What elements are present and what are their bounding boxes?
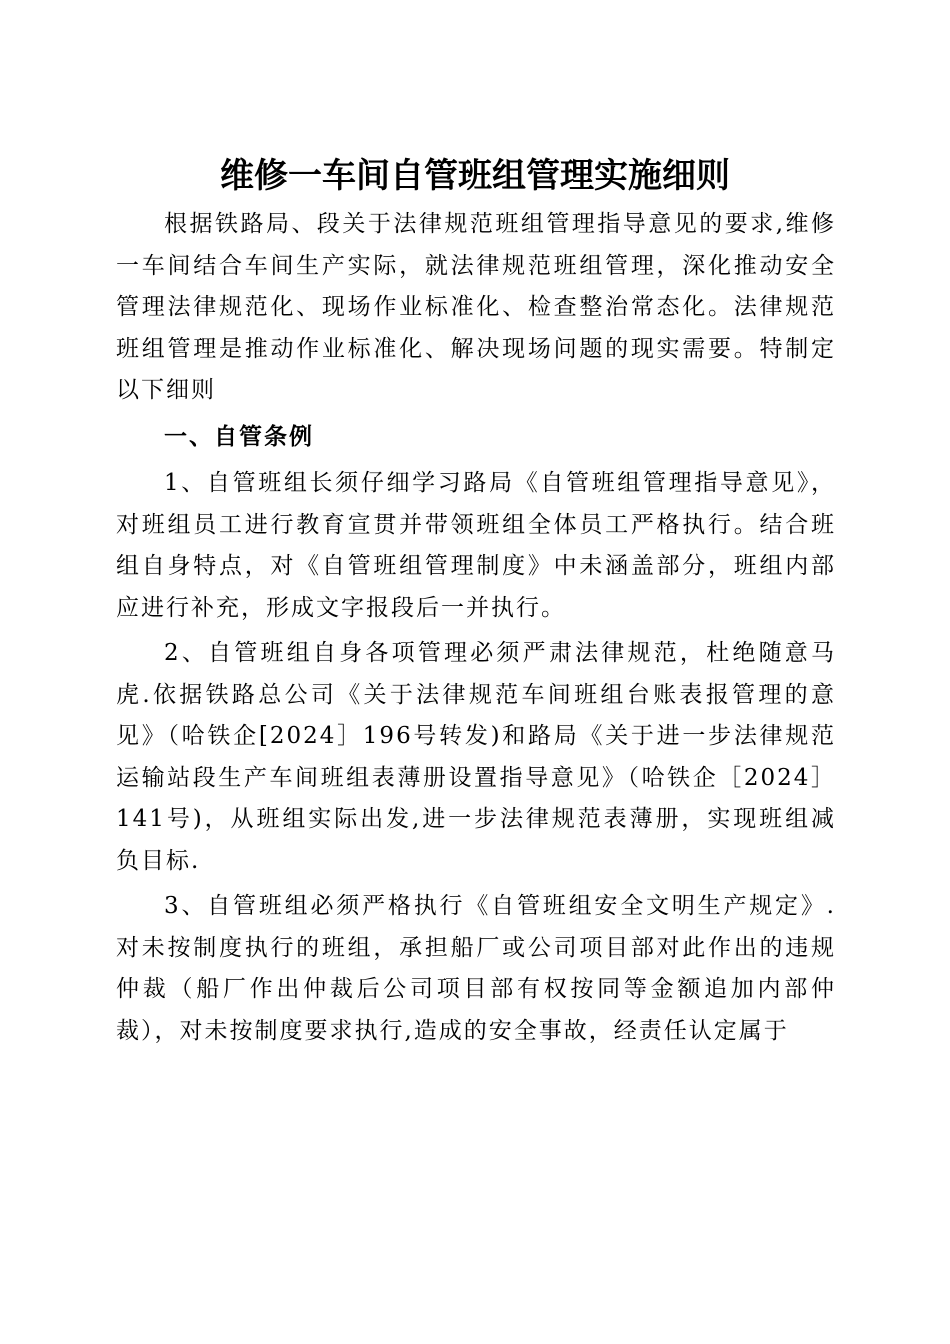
clause-paragraph-2: 2、自管班组自身各项管理必须严肃法律规范，杜绝随意马虎.依据铁路总公司《关于法律规范车间班组台账表报管理的意见》（哈铁企[2024］196号转发)和路局《关于进一步法律规范运输站段生产车间班组表薄册设置指导意见》（哈铁企［2024］141号)，从班组实际出发,进一步法律规范表薄册，实现班组减负目标. [116, 640, 836, 874]
intro-paragraph: 根据铁路局、段关于法律规范班组管理指导意见的要求,维修一车间结合车间生产实际，就法律规范班组管理，深化推动安全管理法律规范化、现场作业标准化、检查整治常态化。法律规范班组管理是推动作业标准化、解决现场问题的现实需要。特制定以下细则 [116, 211, 836, 403]
document-title: 维修一车间自管班组管理实施细则 [220, 156, 730, 196]
clause-paragraph-3: 3、自管班组必须严格执行《自管班组安全文明生产规定》.对未按制度执行的班组，承担船厂或公司项目部对此作出的违规仲裁（船厂作出仲裁后公司项目部有权按同等金额追加内部仲裁），对未按制度要求执行,造成的安全事故，经责任认定属于 [116, 893, 836, 1044]
section-heading: 一、自管条例 [164, 422, 314, 450]
document-body [116, 204, 836, 1056]
clause-paragraph-1: 1、自管班组长须仔细学习路局《自管班组管理指导意见》，对班组员工进行教育宣贯并带领班组全体员工严格执行。结合班组自身特点，对《自管班组管理制度》中未涵盖部分，班组内部应进行补充，形成文字报段后一并执行。 [116, 470, 836, 621]
